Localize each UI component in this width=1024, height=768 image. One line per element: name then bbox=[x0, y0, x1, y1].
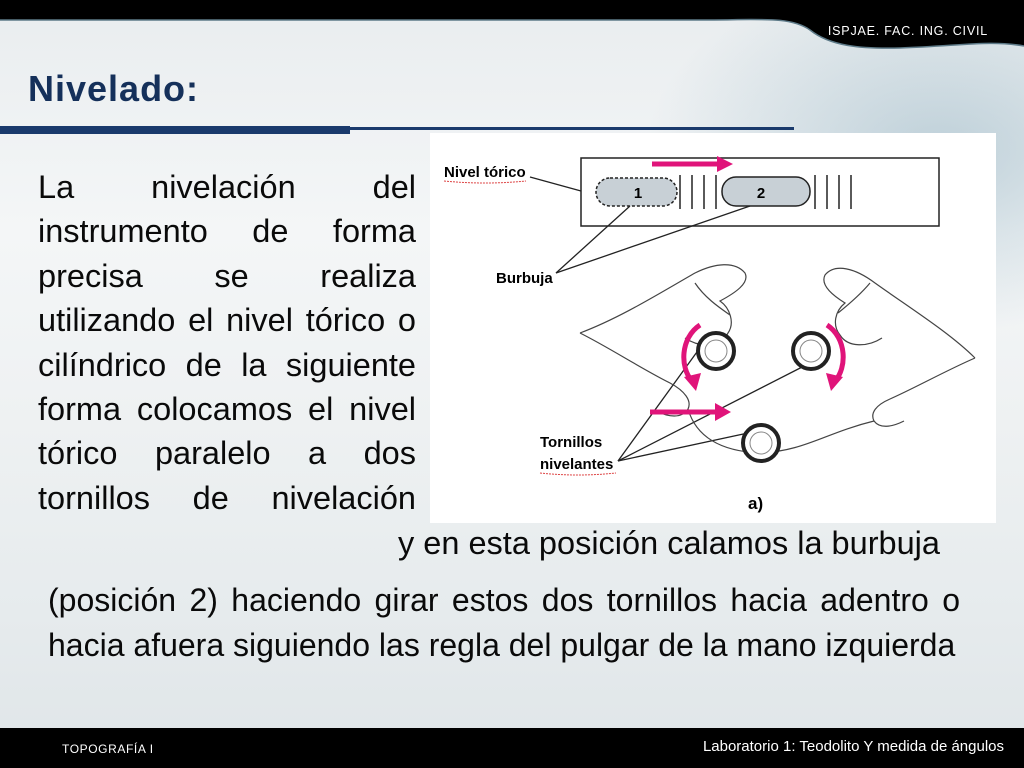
main-paragraph: La nivelación del instrumento de forma precisa se realiza utilizando el nivel tórico o cilíndrico de la siguiente forma colocamos el nivel tórico paralelo a dos tornillos de nivelación bbox=[38, 169, 416, 516]
leveling-figure bbox=[430, 133, 996, 523]
tornillos-label: Tornillos bbox=[540, 434, 603, 451]
institution-label: ISPJAE. FAC. ING. CIVIL bbox=[827, 24, 988, 38]
figure-caption: a) bbox=[748, 494, 764, 513]
hands-outline bbox=[580, 265, 975, 453]
title-underline bbox=[0, 126, 350, 134]
burbuja-label: Burbuja bbox=[496, 270, 553, 287]
lab-label: Laboratorio 1: Teodolito Y medida de ángulos bbox=[702, 738, 1004, 755]
nivelantes-label: nivelantes bbox=[540, 456, 614, 473]
leveling-diagram bbox=[430, 133, 996, 523]
course-label: TOPOGRAFÍA I bbox=[62, 742, 154, 756]
continuation-line: y en esta posición calamos la burbuja bbox=[398, 525, 940, 561]
second-paragraph: (posición 2) haciendo girar estos dos tornillos hacia adentro o hacia afuera siguiendo las regla del pulgar de la mano izquierda bbox=[48, 582, 960, 663]
slide-title: Nivelado: bbox=[28, 68, 200, 109]
bubble-position-2 bbox=[722, 177, 810, 206]
leveling-screws bbox=[698, 333, 829, 461]
title-rule bbox=[350, 127, 794, 130]
bubble-2-label: 2 bbox=[756, 185, 766, 202]
nivel-torico-label: Nivel tórico bbox=[444, 164, 526, 181]
bubble-1-label: 1 bbox=[633, 185, 643, 202]
